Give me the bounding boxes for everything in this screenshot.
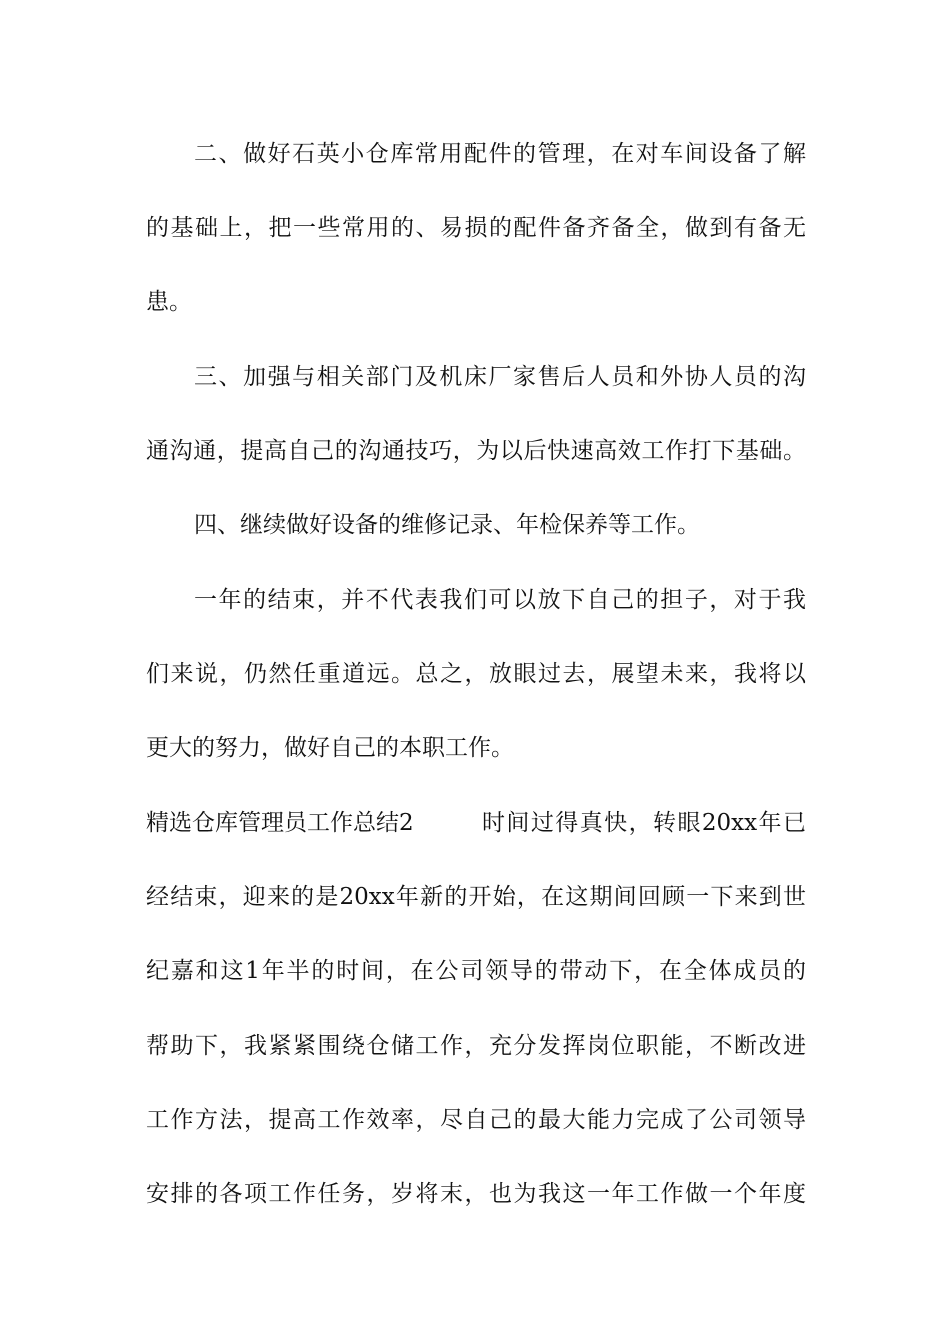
paragraph-line: 们来说，仍然任重道远。总之，放眼过去，展望未来，我将以 <box>146 661 806 687</box>
paragraph-line: 帮助下，我紧紧围绕仓储工作，充分发挥岗位职能，不断改进 <box>146 1033 806 1059</box>
paragraph-line: 二、做好石英小仓库常用配件的管理，在对车间设备了解 <box>194 141 806 167</box>
paragraph-line: 一年的结束，并不代表我们可以放下自己的担子，对于我 <box>194 587 806 613</box>
paragraph-line: 纪嘉和这1年半的时间，在公司领导的带动下，在全体成员的 <box>146 958 806 984</box>
paragraph-line: 安排的各项工作任务，岁将末，也为我这一年工作做一个年度 <box>146 1181 806 1207</box>
paragraph-line: 的基础上，把一些常用的、易损的配件备齐备全，做到有备无 <box>146 215 806 241</box>
paragraph-line: 通沟通，提高自己的沟通技巧，为以后快速高效工作打下基础。 <box>146 438 806 464</box>
section-heading-row <box>146 808 806 838</box>
paragraph-line: 时间过得真快，转眼20xx年已 <box>482 810 806 836</box>
paragraph-line: 工作方法，提高工作效率，尽自己的最大能力完成了公司领导 <box>146 1107 806 1133</box>
paragraph-line: 四、继续做好设备的维修记录、年检保养等工作。 <box>194 512 700 538</box>
paragraph-line: 患。 <box>146 289 192 315</box>
section-heading: 精选仓库管理员工作总结2 <box>146 810 414 836</box>
paragraph-line: 三、加强与相关部门及机床厂家售后人员和外协人员的沟 <box>194 364 806 390</box>
paragraph-line: 更大的努力，做好自己的本职工作。 <box>146 735 514 761</box>
paragraph-line: 经结束，迎来的是20xx年新的开始，在这期间回顾一下来到世 <box>146 884 806 910</box>
